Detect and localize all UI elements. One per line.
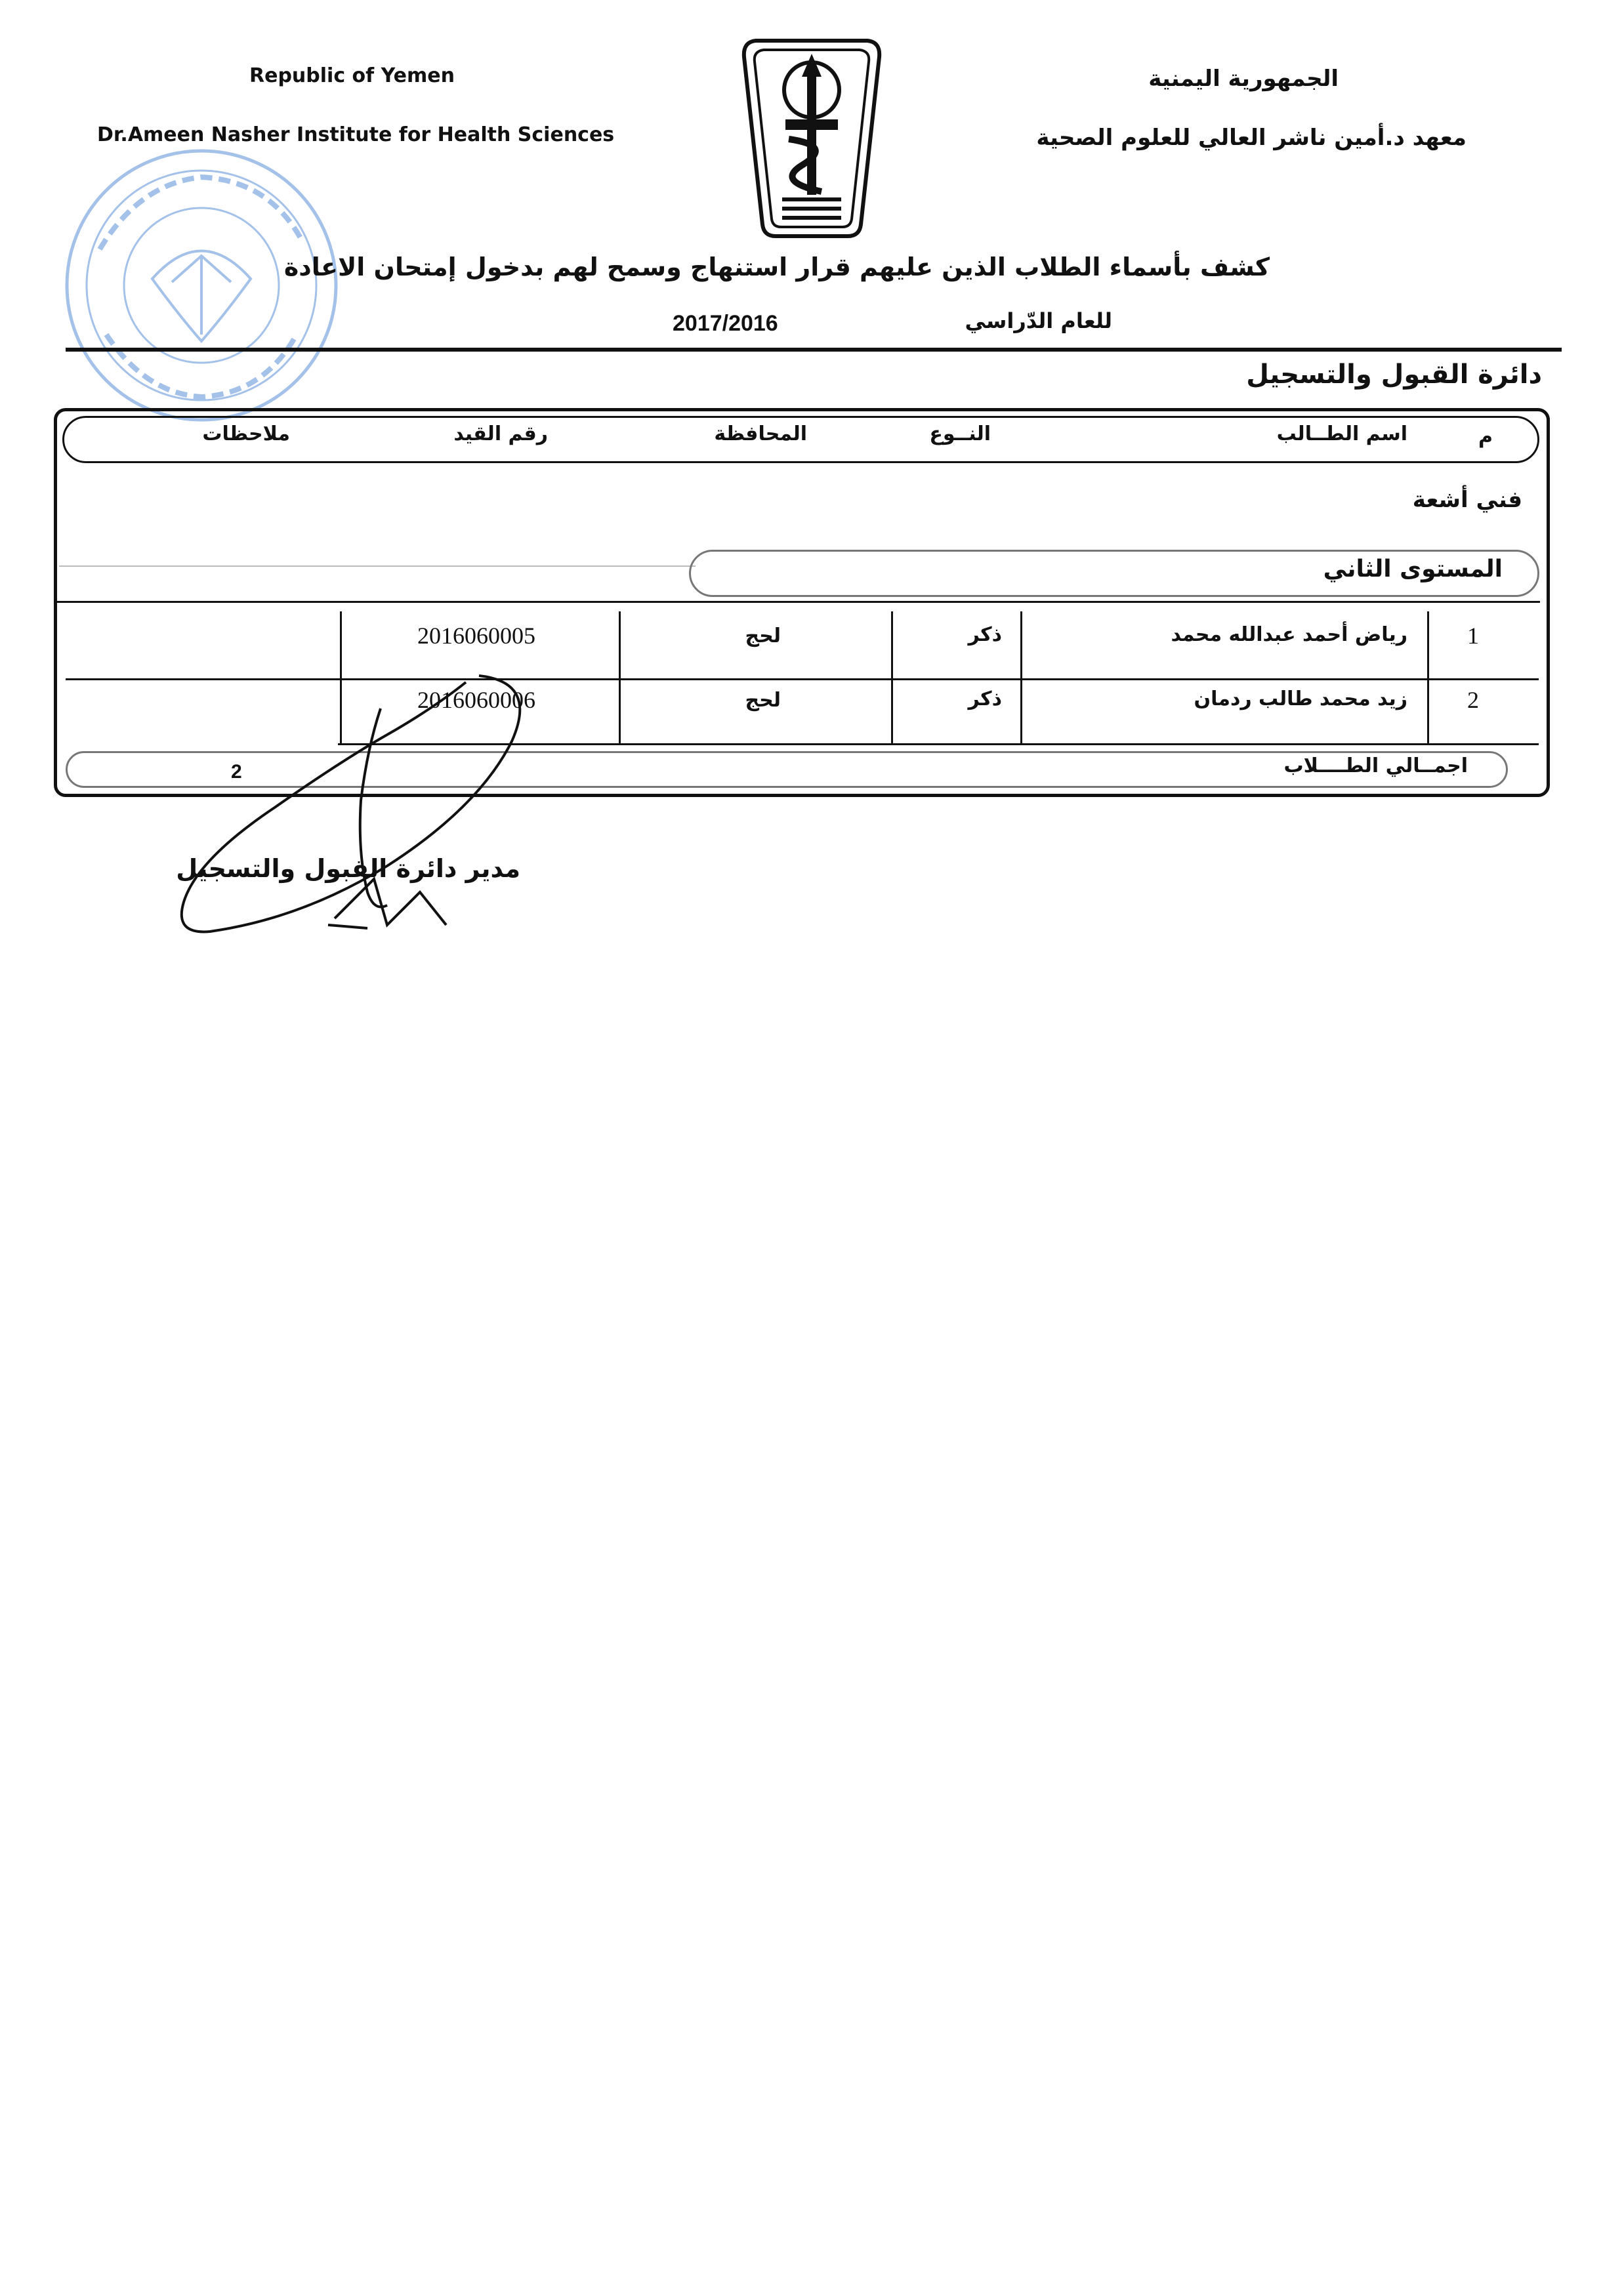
row-index: 1 xyxy=(1467,623,1479,649)
academic-year-label: للعام الدّراسي xyxy=(965,308,1112,333)
row-governorate: لحج xyxy=(745,625,781,647)
row-registration-no: 2016060005 xyxy=(417,623,535,649)
col-gender: النــوع xyxy=(929,422,991,445)
col-registration-no: رقم القيد xyxy=(453,422,548,445)
republic-en: Republic of Yemen xyxy=(249,64,455,87)
header-rule xyxy=(66,348,1562,352)
row-index: 2 xyxy=(1467,687,1479,713)
col-student-name: اسم الطــالب xyxy=(1276,422,1407,445)
institute-ar: معهد د.أمين ناشر العالي للعلوم الصحية xyxy=(1036,125,1467,151)
total-students-label: اجمــالي الطــــلاب xyxy=(1283,754,1468,777)
section-separator xyxy=(59,565,696,567)
specialty-label: فني أشعة xyxy=(1412,487,1522,513)
row-registration-no: 2016060006 xyxy=(417,687,535,713)
department-name: دائرة القبول والتسجيل xyxy=(1246,359,1542,390)
official-stamp xyxy=(60,144,343,426)
row-governorate: لحج xyxy=(745,689,781,712)
institute-logo xyxy=(736,28,887,244)
col-notes: ملاحظات xyxy=(202,422,290,445)
grid-col-divider xyxy=(891,611,893,744)
grid-line-top xyxy=(57,601,1540,603)
row-student-name: زيد محمد طالب ردمان xyxy=(1194,687,1407,710)
document-title: كشف بأسماء الطلاب الذين عليهم قرار استنهاج وسمح لهم بدخول إمتحان الاعادة xyxy=(283,253,1270,281)
grid-col-divider xyxy=(1020,611,1022,744)
row-gender: ذكر xyxy=(968,687,1002,710)
level-label: المستوى الثاني xyxy=(1323,556,1503,583)
col-index: م xyxy=(1478,425,1493,448)
row-gender: ذكر xyxy=(968,623,1002,646)
grid-col-divider xyxy=(1427,611,1429,744)
handwritten-signature xyxy=(171,669,577,945)
republic-ar: الجمهورية اليمنية xyxy=(1148,66,1339,92)
total-students-value: 2 xyxy=(231,761,242,783)
grid-col-divider xyxy=(619,611,621,744)
signature-title: مدير دائرة القبول والتسجيل xyxy=(176,854,520,883)
col-governorate: المحافظة xyxy=(714,422,807,445)
academic-year: 2017/2016 xyxy=(673,311,778,336)
row-student-name: رياض أحمد عبدالله محمد xyxy=(1171,623,1407,646)
institute-en: Dr.Ameen Nasher Institute for Health Sciences xyxy=(97,123,615,146)
